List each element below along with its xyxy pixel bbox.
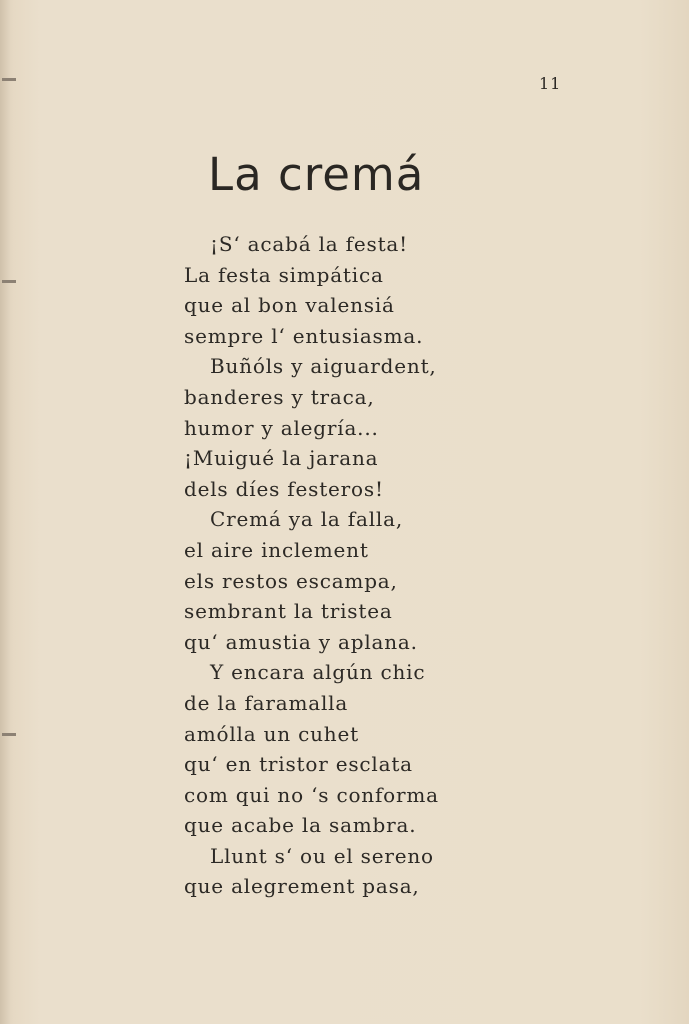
poem-line: sempre l‘ entusiasma.	[184, 323, 424, 348]
binding-stitch-mark	[2, 78, 16, 81]
poem-line: ¡S‘ acabá la festa!	[210, 232, 408, 256]
poem-body	[184, 229, 484, 902]
poem-line: qu‘ en tristor esclata	[184, 752, 413, 777]
poem-line: el aire inclement	[184, 537, 369, 562]
poem-line: Buñóls y aiguardent,	[210, 354, 437, 379]
binding-edge	[0, 0, 10, 1024]
poem-line: que alegrement pasa,	[184, 874, 420, 899]
poem-line: que al bon valensiá	[184, 293, 395, 318]
poem-line: ¡Muigué la jarana	[184, 446, 379, 471]
poem-line: com qui no ‘s conforma	[184, 782, 439, 807]
poem-line: banderes y traca,	[184, 384, 375, 409]
poem-title: La cremá	[208, 148, 425, 201]
page-number: 11	[539, 74, 562, 93]
poem-line: La festa simpática	[184, 262, 384, 287]
binding-stitch-mark	[2, 280, 16, 283]
poem-line: dels díes festeros!	[184, 476, 384, 501]
poem-line: humor y alegría...	[184, 415, 379, 440]
poem-line: sembrant la tristea	[184, 599, 393, 624]
poem-line: de la faramalla	[184, 690, 349, 715]
poem-line: amólla un cuhet	[184, 721, 359, 746]
poem-line: Y encara algún chic	[210, 660, 426, 685]
binding-stitch-mark	[2, 733, 16, 736]
poem-line: que acabe la sambra.	[184, 813, 417, 838]
poem-line: Llunt s‘ ou el sereno	[210, 843, 434, 868]
poem-line: els restos escampa,	[184, 568, 398, 593]
poem-line: Cremá ya la falla,	[210, 507, 404, 532]
poem-line: qu‘ amustia y aplana.	[184, 629, 418, 654]
